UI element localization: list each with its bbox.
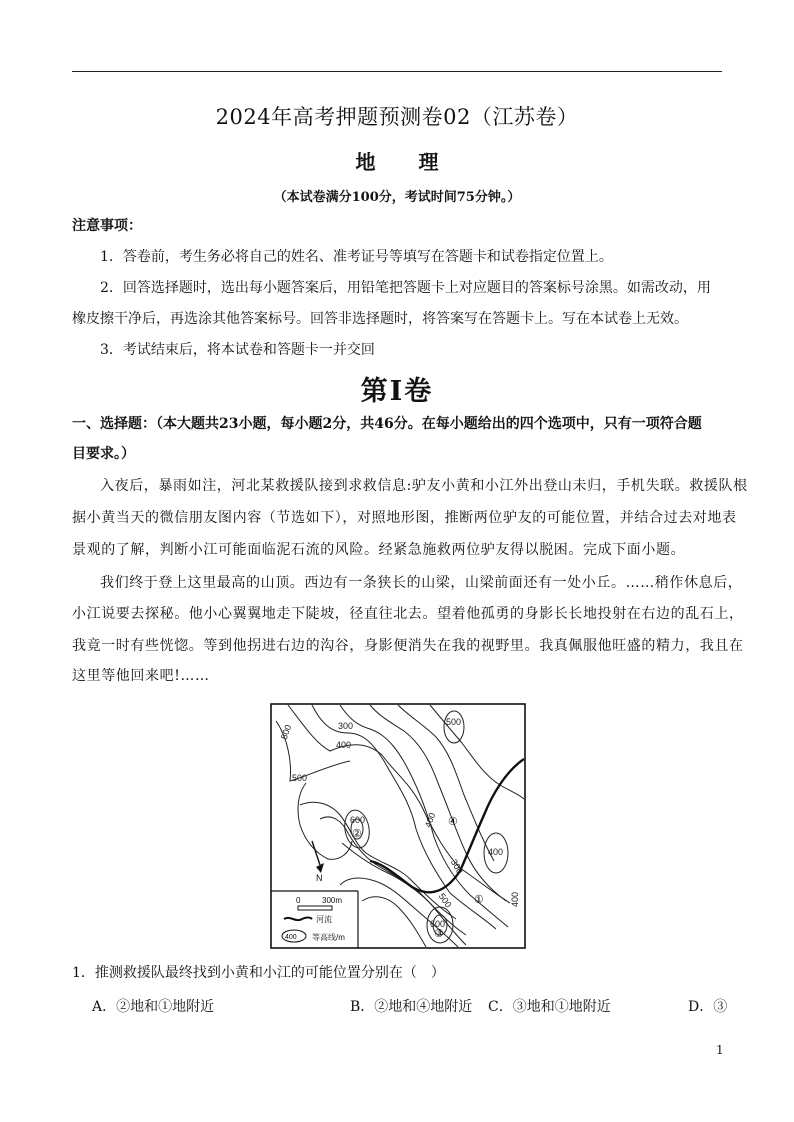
passage-p1-line-2: 据小黄当天的微信朋友图内容（节选如下），对照地形图，推断两位驴友的可能位置，并结合过去对地表 — [72, 510, 737, 526]
contour-label: 500 — [292, 773, 308, 783]
contour-label: 300 — [448, 857, 465, 876]
contour-label: 400 — [488, 847, 504, 857]
point-4-label: ④ — [448, 816, 458, 828]
notice-item-2-line-2: 橡皮擦干净后，再选涂其他答案标号。回答非选择题时，将答案写在答题卡上。写在本试卷上无效。 — [72, 311, 688, 327]
legend-river: 河流 — [316, 915, 332, 924]
contour-label: 600 — [350, 815, 366, 825]
legend-contour-value: 400 — [285, 934, 297, 941]
page-number: 1 — [716, 1043, 724, 1057]
point-2-label: ② — [352, 828, 362, 840]
header-rule — [72, 71, 722, 72]
question-1-option-b: B．②地和④地附近 — [350, 999, 473, 1015]
contour-label: 400 — [336, 740, 352, 750]
scale-distance: 300m — [322, 896, 343, 905]
north-label: N — [316, 873, 323, 883]
contour-map — [270, 703, 526, 949]
contour-label: 500 — [446, 717, 462, 727]
notice-item-3: 3．考试结束后，将本试卷和答题卡一并交回 — [100, 342, 375, 358]
point-1-label: ① — [474, 894, 484, 906]
question-1-option-c: C．③地和①地附近 — [488, 999, 611, 1015]
paper-title: 2024年高考押题预测卷02（江苏卷） — [215, 105, 579, 129]
contour-label: 400 — [510, 891, 520, 907]
contour-label: 500 — [278, 723, 294, 741]
point-3-label: ③ — [434, 928, 444, 940]
question-1-option-d: D．③ — [688, 999, 728, 1015]
passage-p2-line-2: 小江说要去探秘。他小心翼翼地走下陡坡，径直往北去。望着他孤勇的身影长长地投射在右边的乱石上， — [72, 606, 744, 622]
contour-label: 500 — [436, 891, 454, 910]
section-instruction-line-2: 目要求。） — [72, 446, 135, 462]
notice-item-2-line-1: 2．回答选择题时，选出每小题答案后，用铅笔把答题卡上对应题目的答案标号涂黑。如需改动，用 — [100, 280, 711, 296]
notice-item-1: 1．答卷前，考生务必将自己的姓名、准考证号等填写在答题卡和试卷指定位置上。 — [100, 249, 613, 265]
contour-label: 600 — [430, 919, 446, 929]
passage-p2-line-1: 我们终于登上这里最高的山顶。西边有一条狭长的山梁，山梁前面还有一处小丘。……稍作休息后， — [100, 575, 743, 591]
passage-p2-line-3: 我竟一时有些恍惚。等到他拐进右边的沟谷，身影便消失在我的视野里。我真佩服他旺盛的精力，我且在 — [72, 638, 744, 654]
question-1-option-a: A．②地和①地附近 — [92, 999, 215, 1015]
notice-heading: 注意事项： — [72, 218, 142, 234]
scale-zero: 0 — [296, 896, 301, 905]
subject-title: 地 理 — [355, 150, 457, 174]
passage-p1-line-1: 入夜后，暴雨如注，河北某救援队接到求救信息:驴友小黄和小江外出登山未归，手机失联。救援队根 — [100, 478, 748, 494]
passage-p1-line-3: 景观的了解，判断小江可能面临泥石流的风险。经紧急施救两位驴友得以脱困。完成下面小题。 — [72, 542, 686, 558]
map-frame — [271, 704, 525, 948]
question-1-stem: 1．推测救援队最终找到小黄和小江的可能位置分别在（ ） — [72, 965, 445, 981]
contour-label: 300 — [338, 721, 354, 731]
passage-p2-line-4: 这里等他回来吧!…… — [72, 668, 210, 684]
contour-label: 400 — [422, 811, 438, 829]
section-instruction-line-1: 一、选择题：（本大题共23小题，每小题2分，共46分。在每小题给出的四个选项中，只有一项符合题 — [72, 416, 702, 432]
section-title: 第Ⅰ卷 — [360, 376, 434, 407]
legend-contour: 等高线/m — [312, 933, 345, 942]
exam-info: （本试卷满分100分，考试时间75分钟。） — [273, 190, 521, 205]
